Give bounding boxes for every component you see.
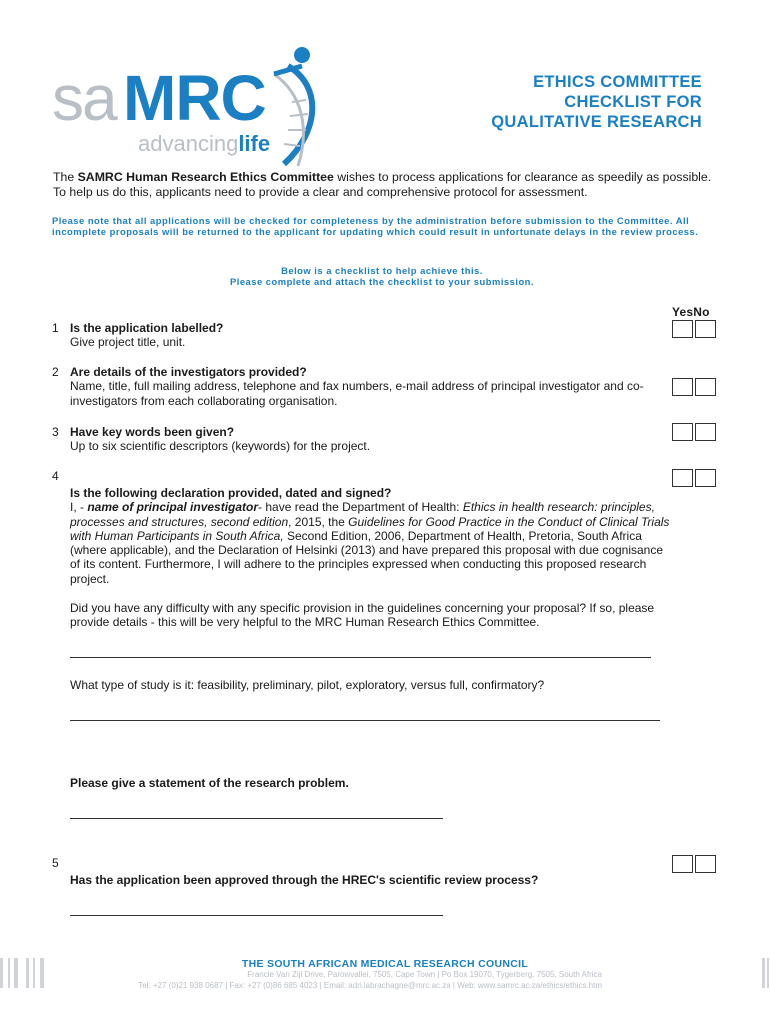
answer-line[interactable] [70,915,443,916]
document-title: ETHICS COMMITTEE CHECKLIST FOR QUALITATIVE RESEARCH [491,73,702,131]
yes-checkbox[interactable] [672,378,693,396]
yes-checkbox[interactable] [672,320,693,338]
declaration-text: I, - name of principal investigator- have read the Department of Health: Ethics in health research: principles, processes and structures, second edition, 2015, the Guidelines for Good Practice in the Conduct of Clinical Trials with Human Participants in South Africa, Second Edition, 2006, Department of Health, Pretoria, South Africa (where applicable), and the Declaration of Helsinki (2013) and have prepared this proposal with due cognisance of its content. Furthermore, I will adhere to the principles expressed when conducting this proposed research project. [70,500,670,586]
research-problem-question: Please give a statement of the research problem. [70,776,349,790]
footer-address: Francie Van Zijl Drive, Parowvallei, 7505, Cape Town | Po Box 19070, Tygerberg, 7505, South Africa [247,970,602,979]
yes-checkbox[interactable] [672,469,693,487]
question-1-checkboxes [672,320,716,338]
yes-no-header: YesNo [672,305,710,319]
study-type-question: What type of study is it: feasibility, preliminary, pilot, exploratory, versus full, confirmatory? [70,678,545,692]
question-4-checkboxes [672,469,716,487]
question-number: 5 [52,856,59,870]
question-number: 3 [52,425,59,439]
question-2: Are details of the investigators provided? Name, title, full mailing address, telephone and fax numbers, e-mail address of principal investigator and co-investigators from each collaborating organisation. [70,365,644,408]
answer-line[interactable] [70,720,660,721]
footer-organisation: THE SOUTH AFRICAN MEDICAL RESEARCH COUNCIL [241,958,529,970]
question-4: Is the following declaration provided, dated and signed? I, - name of principal investigator- have read the Department of Health: Ethics in health research: principles, processes and structures, second edition, 2015, the Guidelines for Good Practice in the Conduct of Clinical Trials with Human Participants in South Africa, Second Edition, 2006, Department of Health, Pretoria, South Africa (where applicable), and the Declaration of Helsinki (2013) and have prepared this proposal with due cognisance of its content. Furthermore, I will adhere to the principles expressed when conducting this proposed research project. [70,486,670,586]
question-1: Is the application labelled? Give project title, unit. [70,321,224,350]
question-5-checkboxes [672,855,716,873]
no-checkbox[interactable] [695,469,716,487]
yes-checkbox[interactable] [672,855,693,873]
completeness-note: Please note that all applications will be checked for completeness by the administration before submission to the Committee. All incomplete proposals will be returned to the applicant for updating which could result in unfortunate delays in the review process. [52,215,699,237]
question-number: 4 [52,469,59,483]
no-checkbox[interactable] [695,320,716,338]
logo-mrc-text: MRC [123,62,266,134]
yes-checkbox[interactable] [672,423,693,441]
no-checkbox[interactable] [695,855,716,873]
difficulty-question: Did you have any difficulty with any specific provision in the guidelines concerning your proposal? If so, please provide details - this will be very helpful to the MRC Human Research Ethics Committee. [70,601,655,630]
question-5: Has the application been approved through the HREC's scientific review process? [70,873,539,887]
logo-sa-text: sa [52,62,116,134]
checklist-instructions: Below is a checklist to help achieve this. Please complete and attach the checklist to your submission. [229,265,535,287]
answer-line[interactable] [70,818,443,819]
question-3-checkboxes [672,423,716,441]
answer-line[interactable] [70,657,651,658]
footer-contact: Tel: +27 (0)21 938 0687 | Fax: +27 (0)86 685 4023 | Email: adri.labrachagne@mrc.ac.za | Web: www.samrc.ac.za/ethics/ethics.htm [138,981,602,990]
intro-paragraph: The SAMRC Human Research Ethics Committee wishes to process applications for clearance as speedily as possible. To help us do this, applicants need to provide a clear and comprehensive protocol for assessment. [53,170,712,199]
logo-figure-head-icon [294,47,310,63]
question-number: 1 [52,321,59,335]
question-3: Have key words been given? Up to six scientific descriptors (keywords) for the project. [70,425,371,454]
question-2-checkboxes [672,378,716,396]
no-checkbox[interactable] [695,423,716,441]
logo-tagline: advancinglife [138,131,271,156]
question-number: 2 [52,365,59,379]
no-checkbox[interactable] [695,378,716,396]
